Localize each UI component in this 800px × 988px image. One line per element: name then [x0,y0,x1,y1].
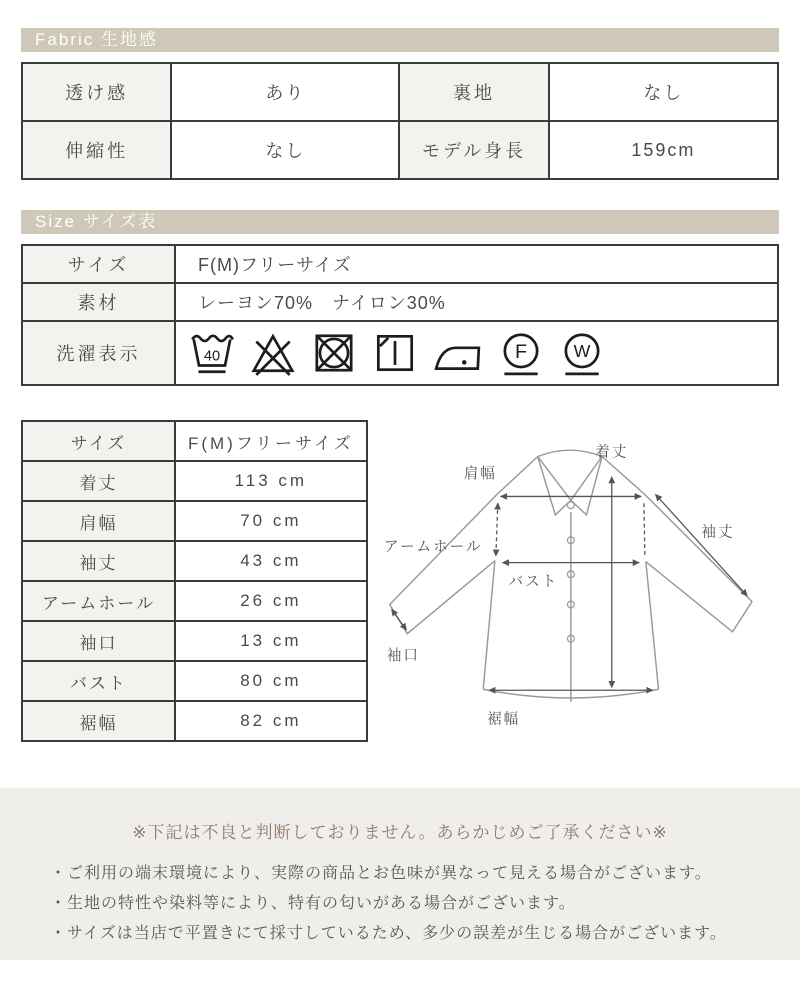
armhole-guide-right [644,503,645,556]
no-bleach-icon [247,328,299,378]
measure-value-armhole: 26 cm [175,581,367,621]
no-tumble-dry-icon [308,328,360,378]
size-label-size: サイズ [22,245,175,283]
svg-text:F: F [514,341,528,364]
fabric-label-lining: 裏地 [399,63,548,121]
measure-value-shoulder: 70 cm [175,501,367,541]
label-hem-width: 裾幅 [486,711,520,728]
list-item: ・生地の特性や染料等により、特有の匂いがある場合がございます。 [50,895,576,912]
table-row [22,421,367,461]
shirt-outline [386,450,751,702]
fabric-section-header [21,28,779,52]
measure-value-length: 113 cm [175,461,367,501]
measure-value-cuff: 13 cm [175,621,367,661]
product-spec-page [0,28,800,988]
measure-label-cuff: 袖口 [22,621,175,661]
notes-list [0,859,800,949]
label-cuff: 袖口 [386,648,420,665]
table-row [22,63,778,121]
table-row [22,501,367,541]
size-value-size: F(M)フリーサイズ [175,245,778,283]
fabric-label-stretch: 伸縮性 [22,121,171,179]
measure-label-length: 着丈 [22,461,175,501]
size-value-material: レーヨン70% ナイロン30% [175,283,778,321]
garment-measurement-diagram [380,422,779,752]
wash-40-gentle-icon [186,328,238,378]
dry-clean-f-gentle-icon [495,328,547,378]
measure-value-bust: 80 cm [175,661,367,701]
measure-label-shoulder: 肩幅 [22,501,175,541]
measure-label-bust: バスト [22,661,175,701]
label-bust: バスト [508,574,558,591]
wet-clean-w-gentle-icon [556,328,608,378]
svg-text:40: 40 [203,348,221,365]
notes-title: ※下記は不良と判断しておりません。あらかじめご了承ください※ [132,823,668,842]
fabric-value-model-height: 159cm [549,121,778,179]
table-row [22,621,367,661]
measure-label-sleeve: 袖丈 [22,541,175,581]
measure-label-hem: 裾幅 [22,701,175,741]
list-item: ・ご利用の端末環境により、実際の商品とお色味が異なって見える場合がございます。 [50,865,712,882]
measurement-table [21,420,368,742]
table-row [22,661,367,701]
size-table [21,244,779,386]
care-symbols-cell [175,321,778,385]
size-label-material: 素材 [22,283,175,321]
measure-label-armhole: アームホール [22,581,175,621]
measure-header-label: サイズ [22,421,175,461]
list-item: ・サイズは当店で平置きにて採寸しているため、多少の誤差が生じる場合がございます。 [50,925,727,942]
fabric-label-model-height: モデル身長 [399,121,548,179]
table-row [22,245,778,283]
label-armhole: アームホール [383,538,483,555]
measure-value-hem: 82 cm [175,701,367,741]
fabric-table [21,62,779,180]
fabric-value-lining: なし [549,63,778,121]
table-row [22,581,367,621]
table-row [22,461,367,501]
measure-value-sleeve: 43 cm [175,541,367,581]
label-body-length: 着丈 [594,444,629,461]
care-symbols [186,328,777,378]
fabric-section-title: Fabric 生地感 [35,30,158,49]
fabric-value-stretch: なし [171,121,399,179]
iron-low-heat-icon [430,328,486,378]
cuff-arrow [391,609,406,629]
size-section-header [21,210,779,234]
label-sleeve-length: 袖丈 [701,524,735,541]
size-label-care: 洗濯表示 [22,321,175,385]
table-row [22,283,778,321]
fabric-value-sheerness: あり [171,63,399,121]
table-row [22,701,367,741]
size-section-title: Size サイズ表 [35,212,158,231]
armhole-arrow [496,503,498,556]
measure-header-value: F(M)フリーサイズ [175,421,367,461]
table-row [22,321,778,385]
table-row [22,541,367,581]
notes-section [0,788,800,960]
fabric-label-sheerness: 透け感 [22,63,171,121]
svg-text:W: W [573,341,591,362]
line-dry-in-shade-icon [369,328,421,378]
label-shoulder-width: 肩幅 [463,465,497,482]
table-row [22,121,778,179]
measurement-section [21,420,779,752]
